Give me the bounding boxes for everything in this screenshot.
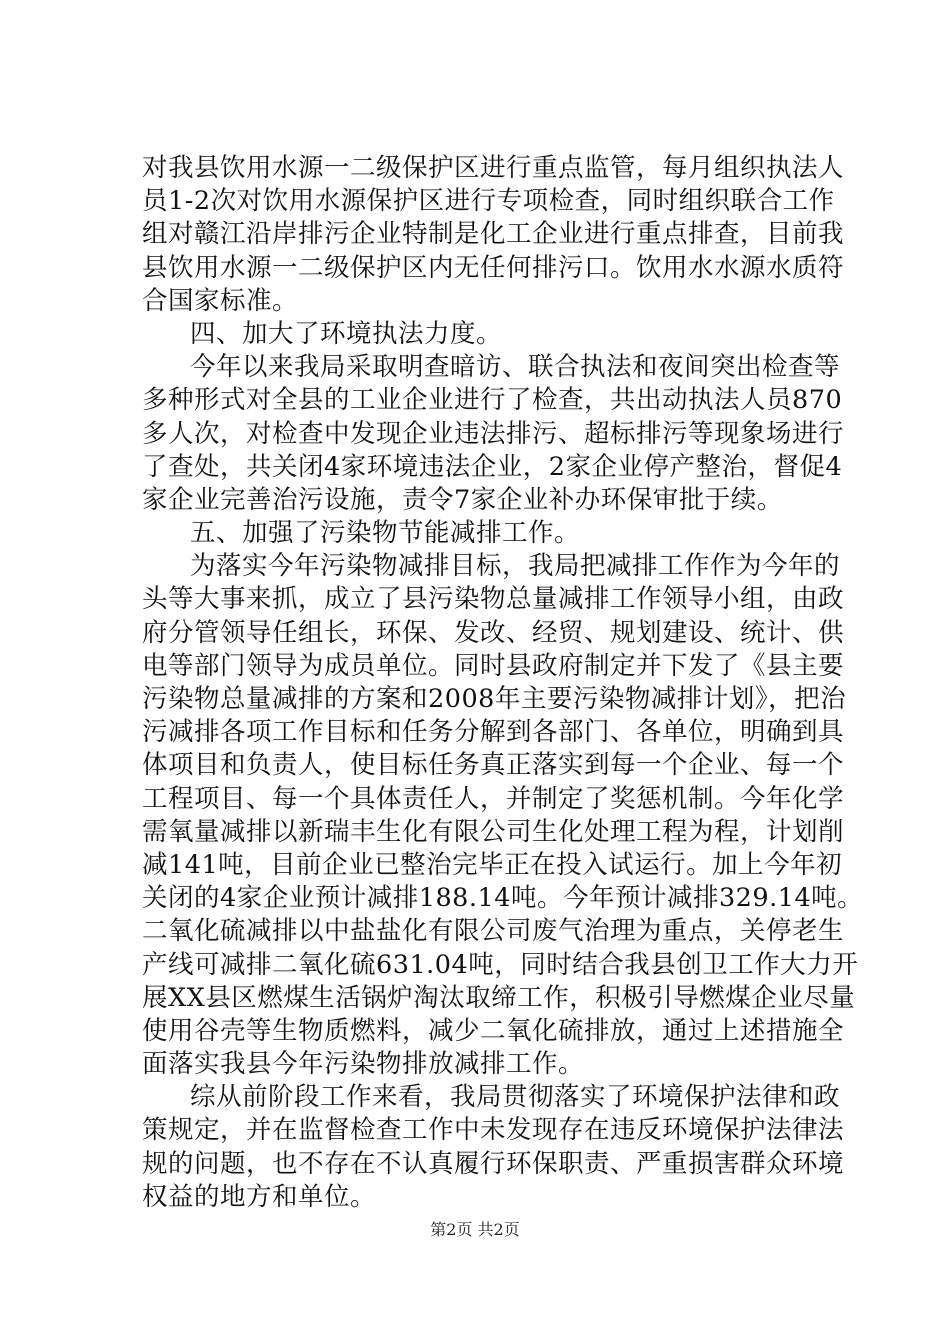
text-line: 四、加大了环境执法力度。 xyxy=(190,318,503,349)
text-line: 电等部门领导为成员单位。同时县政府制定并下发了《县主要 xyxy=(142,650,845,681)
text-line: 污减排各项工作目标和任务分解到各部门、各单位，明确到具 xyxy=(142,717,845,748)
section-heading xyxy=(142,318,832,351)
text-line: 使用谷壳等生物质燃料，减少二氧化硫排放，通过上述措施全 xyxy=(142,1015,845,1046)
page-number-label: 第2页 共2页 xyxy=(430,1220,520,1239)
text-line: 员1-2次对饮用水源保护区进行专项检查，同时组织联合工作 xyxy=(142,186,835,217)
text-line: 需氧量减排以新瑞丰生化有限公司生化处理工程为程，计划削 xyxy=(142,816,845,847)
text-line: 多人次，对检查中发现企业违法排污、超标排污等现象场进行 xyxy=(142,418,845,449)
text-line: 规的问题，也不存在不认真履行环保职责、严重损害群众环境 xyxy=(142,1148,845,1179)
text-line: 合国家标准。 xyxy=(142,285,299,316)
text-line: 对我县饮用水源一二级保护区进行重点监管，每月组织执法人 xyxy=(142,153,845,183)
text-line: 组对赣江沿岸排污企业特制是化工企业进行重点排查，目前我 xyxy=(142,219,845,250)
paragraph xyxy=(142,152,845,318)
text-line: 今年以来我局采取明查暗访、联合执法和夜间突出检查等 xyxy=(190,352,841,383)
text-line: 工程项目、每一个具体责任人，并制定了奖惩机制。今年化学 xyxy=(142,783,845,814)
text-line: 展XX县区燃煤生活锅炉淘汰取缔工作，积极引导燃煤企业尽量 xyxy=(142,982,856,1013)
text-line: 关闭的4家企业预计减排188.14吨。今年预计减排329.14吨。 xyxy=(142,883,864,914)
text-line: 权益的地方和单位。 xyxy=(142,1181,377,1212)
text-line: 污染物总量减排的方案和2008年主要污染物减排计划》，把治 xyxy=(142,684,847,714)
page-footer xyxy=(0,1217,950,1240)
text-line: 为落实今年污染物减排目标，我局把减排工作作为今年的 xyxy=(190,551,841,582)
text-line: 了查处，共关闭4家环境违法企业，2家企业停产整治，督促4 xyxy=(142,451,843,482)
text-line: 产线可减排二氧化硫631.04吨，同时结合我县创卫工作大力开 xyxy=(142,949,859,980)
text-line: 头等大事来抓，成立了县污染物总量减排工作领导小组，由政 xyxy=(142,584,845,615)
text-line: 五、加强了污染物节能减排工作。 xyxy=(190,518,581,549)
section-heading xyxy=(142,517,832,550)
text-line: 二氧化硫减排以中盐盐化有限公司废气治理为重点，关停老生 xyxy=(142,916,845,947)
paragraph xyxy=(142,550,864,1081)
text-line: 综从前阶段工作来看，我局贯彻落实了环境保护法律和政 xyxy=(190,1082,841,1113)
text-line: 府分管领导任组长，环保、发改、经贸、规划建设、统计、供 xyxy=(142,617,845,648)
text-line: 减141吨，目前企业已整治完毕正在投入试运行。加上今年初 xyxy=(142,849,843,880)
document-body xyxy=(142,152,864,1214)
paragraph xyxy=(142,1081,845,1214)
text-line: 县饮用水源一二级保护区内无任何排污口。饮用水水源水质符 xyxy=(142,252,845,283)
text-line: 家企业完善治污设施，责令7家企业补办环保审批于续。 xyxy=(142,484,783,515)
text-line: 面落实我县今年污染物排放减排工作。 xyxy=(142,1049,585,1080)
text-line: 多种形式对全县的工业企业进行了检查，共出动执法人员870 xyxy=(142,385,843,416)
text-line: 策规定，并在监督检查工作中未发现存在违反环境保护法律法 xyxy=(142,1115,845,1146)
text-line: 体项目和负责人，使目标任务真正落实到每一个企业、每一个 xyxy=(142,750,845,781)
paragraph xyxy=(142,351,845,517)
